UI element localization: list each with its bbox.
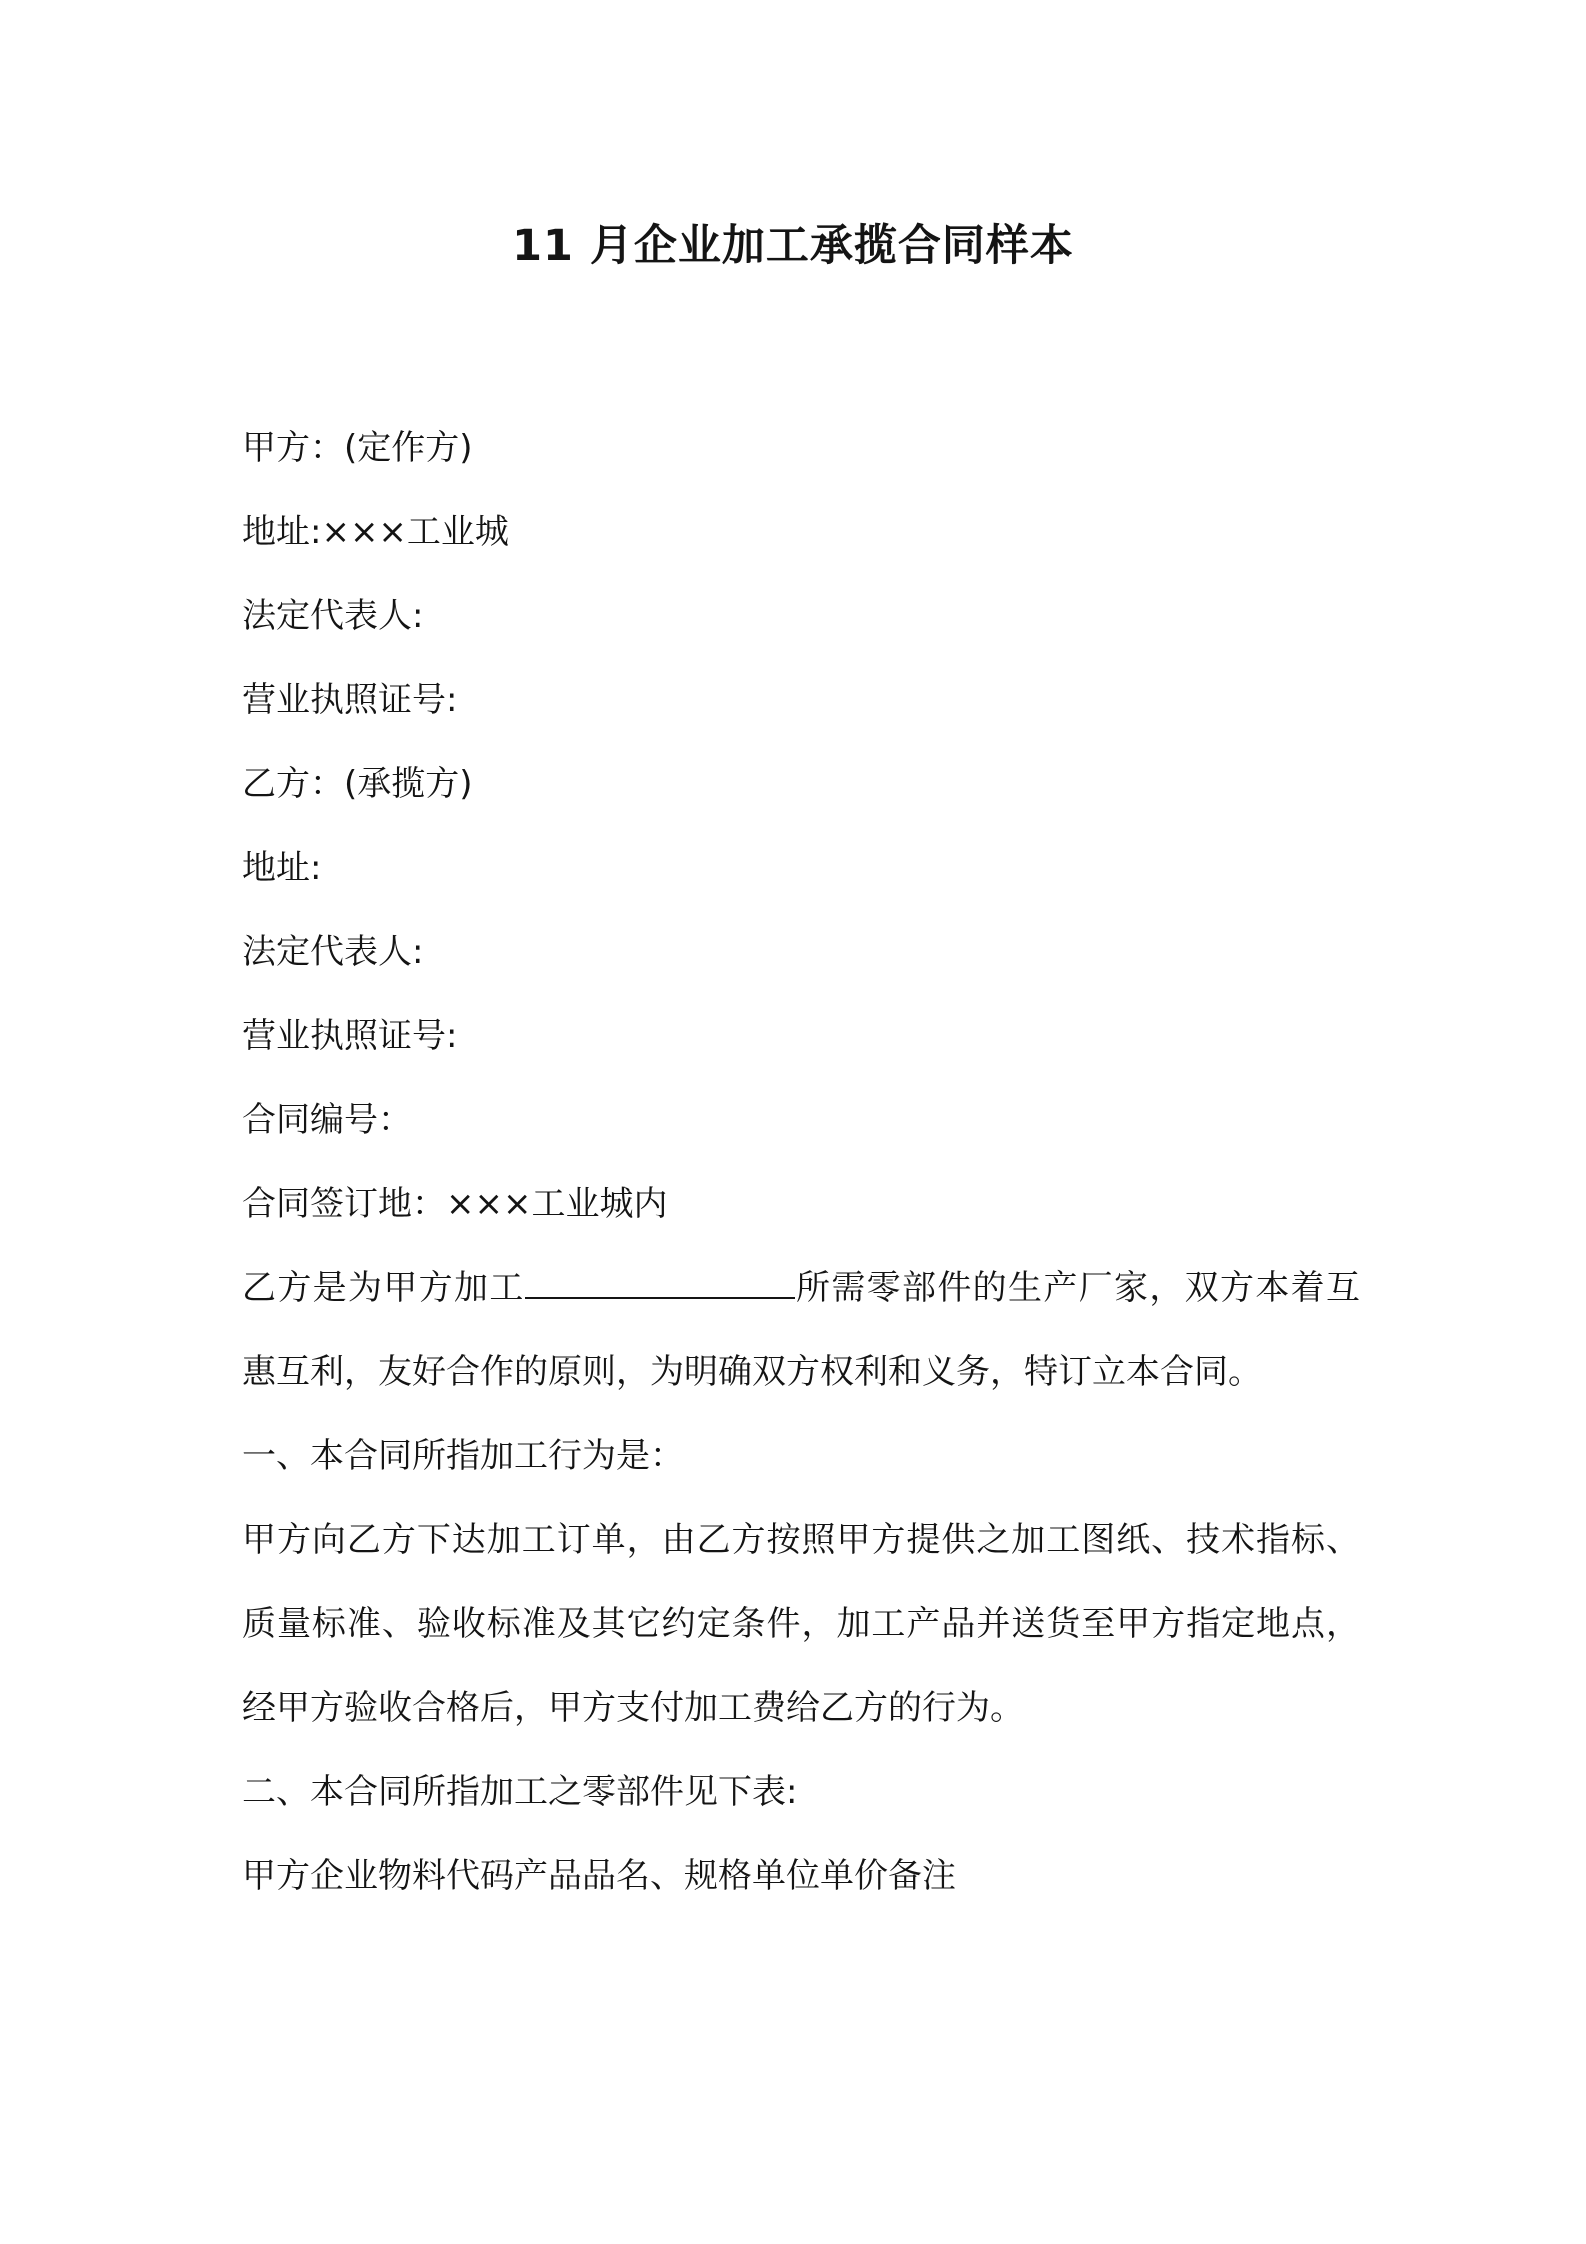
party-a-legal-rep: 法定代表人: — [242, 596, 424, 636]
party-b-label: 乙方：(承揽方) — [242, 764, 473, 804]
section-1-heading: 一、本合同所指加工行为是： — [242, 1436, 684, 1476]
document-title: 11 月企业加工承揽合同样本 — [512, 221, 1074, 271]
fill-in-blank — [525, 1267, 795, 1299]
party-a-label: 甲方：(定作方) — [242, 428, 473, 468]
intro-text-after-blank: 所需零部件的生产厂家，双方本着互惠互利，友好合作的原则，为明确双方权利和义务，特订立本合同。 — [242, 1268, 1361, 1392]
signing-place: 合同签订地：×××工业城内 — [242, 1184, 668, 1224]
contract-number: 合同编号： — [242, 1100, 412, 1140]
table-header-row: 甲方企业物料代码产品品名、规格单位单价备注 — [242, 1856, 956, 1896]
party-b-address: 地址: — [242, 848, 322, 888]
party-a-license-no: 营业执照证号: — [242, 680, 458, 720]
section-2-heading: 二、本合同所指加工之零部件见下表: — [242, 1772, 798, 1812]
party-b-license-no: 营业执照证号: — [242, 1016, 458, 1056]
party-b-legal-rep: 法定代表人: — [242, 932, 424, 972]
intro-paragraph — [242, 1246, 1360, 1414]
section-1-text: 甲方向乙方下达加工订单，由乙方按照甲方提供之加工图纸、技术指标、质量标准、验收标准及其它约定条件，加工产品并送货至甲方指定地点，经甲方验收合格后，甲方支付加工费给乙方的行为。 — [242, 1520, 1360, 1728]
party-a-address: 地址:×××工业城 — [242, 512, 509, 552]
intro-text-before-blank: 乙方是为甲方加工 — [242, 1268, 525, 1308]
document-body — [242, 406, 1360, 1918]
